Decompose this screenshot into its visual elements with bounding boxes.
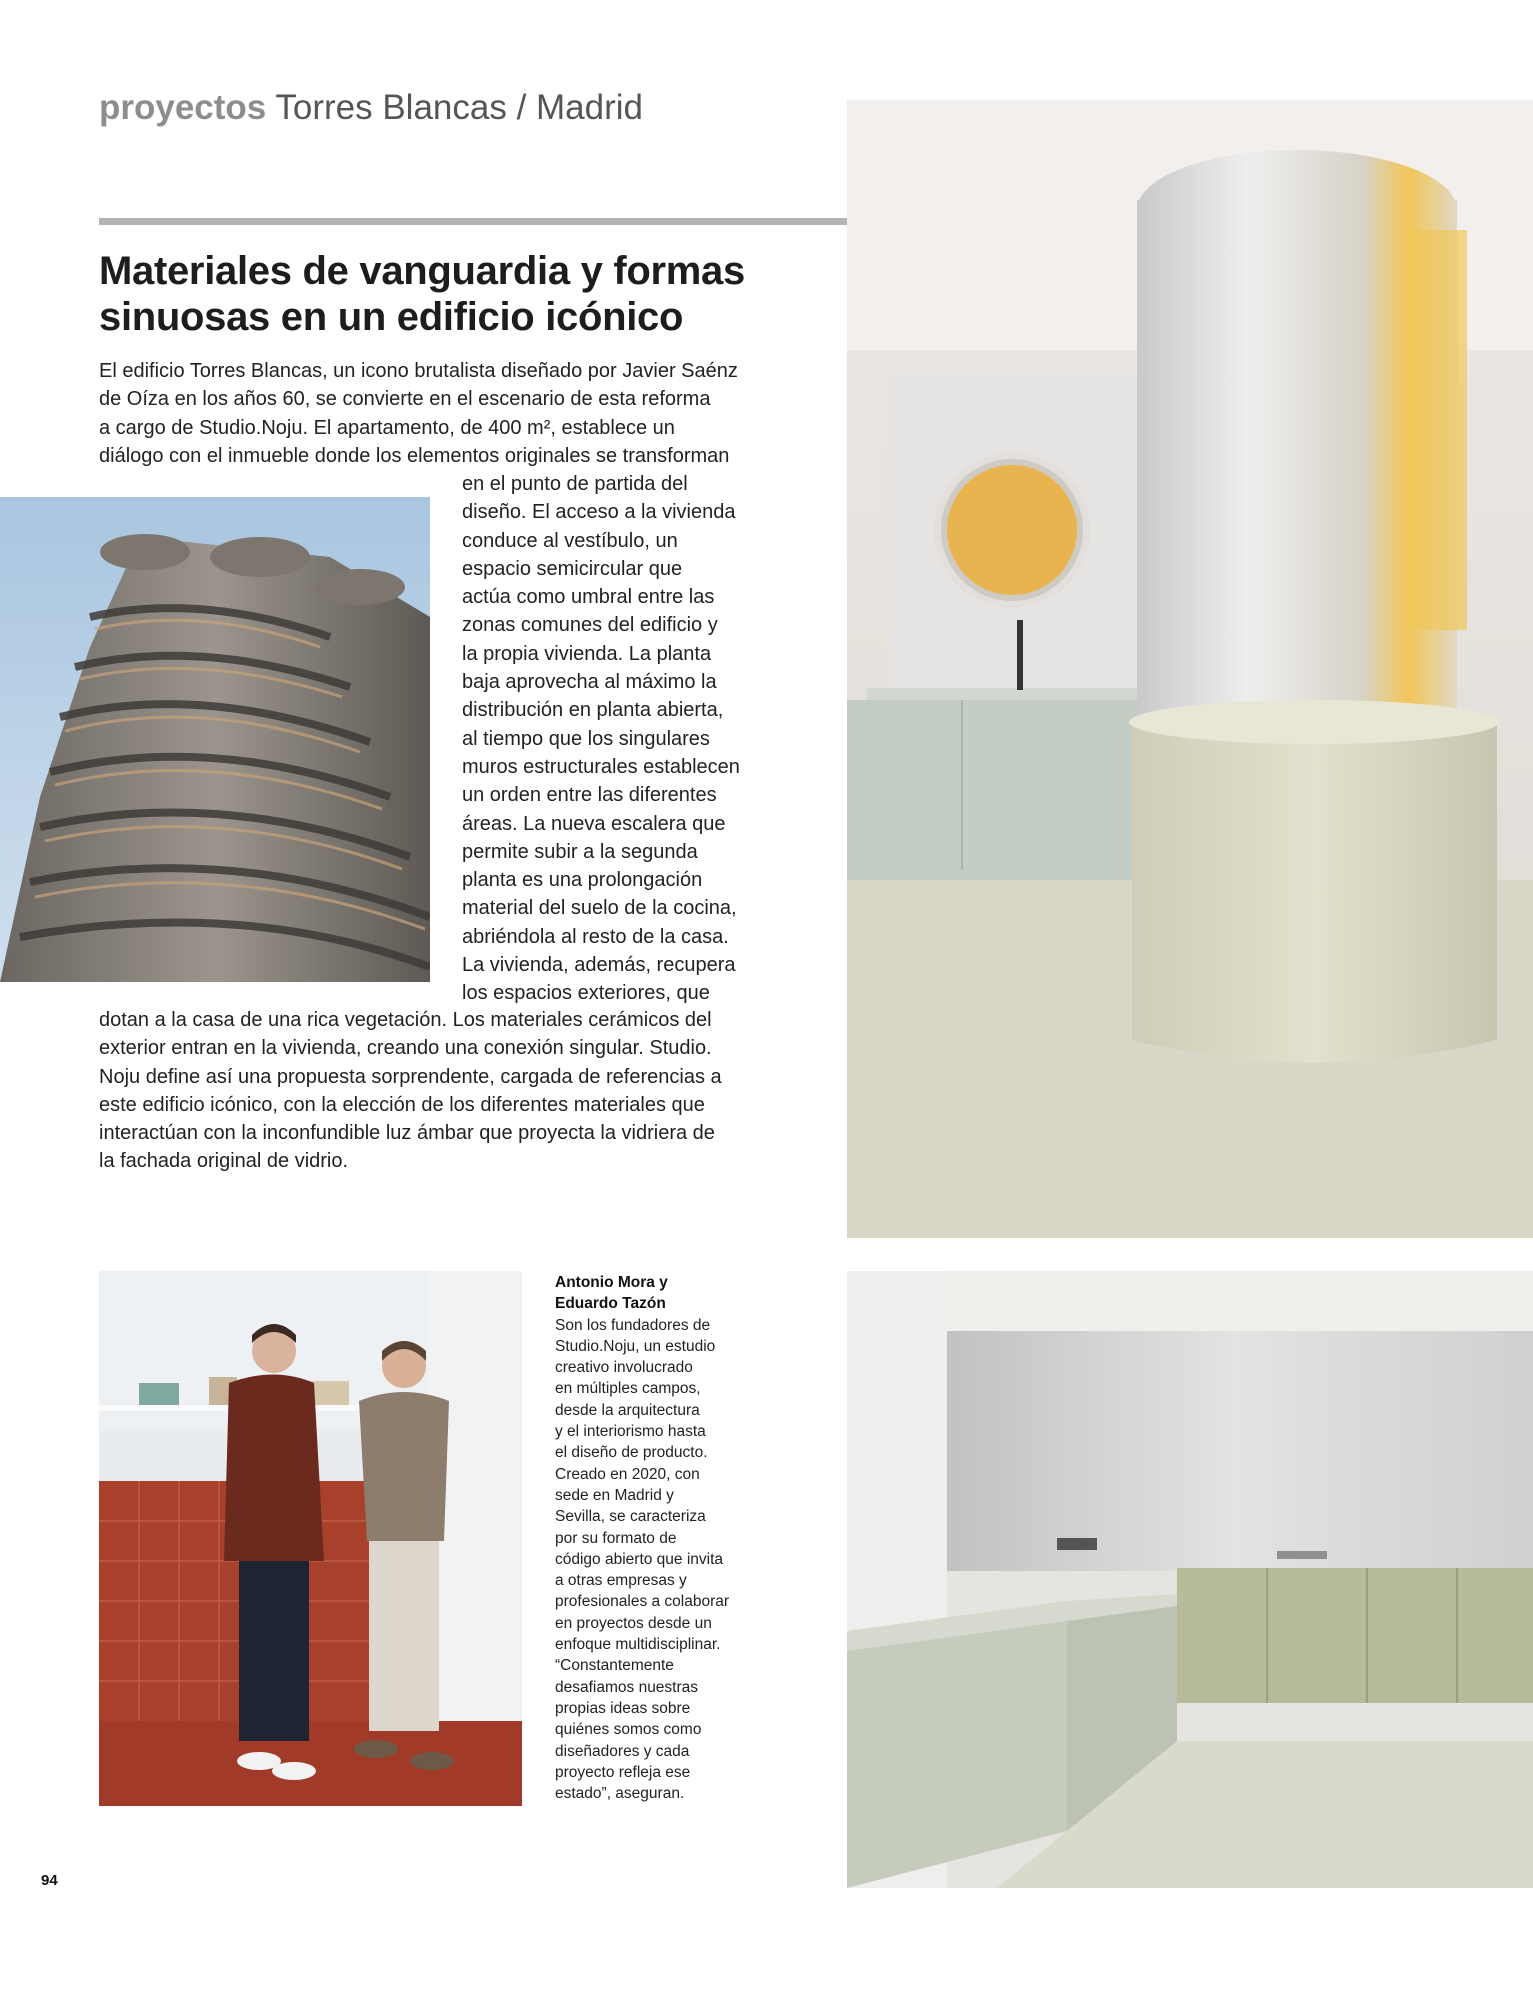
body-line: de Oíza en los años 60, se convierte en el escenario de esta reforma: [99, 388, 711, 411]
body-line: abriéndola al resto de la casa.: [462, 925, 729, 948]
body-line: áreas. La nueva escalera que: [462, 812, 726, 835]
body-line: en el punto de partida del: [462, 473, 688, 495]
bio-line: creativo involucrado: [555, 1359, 693, 1377]
body-line: El edificio Torres Blancas, un icono brutalista diseñado por Javier Saénz: [99, 360, 738, 382]
body-text-bottom: [99, 1006, 759, 1176]
body-line: un orden entre las diferentes: [462, 784, 717, 807]
body-line: diseño. El acceso a la vivienda: [462, 501, 736, 524]
body-line: muros estructurales establecen: [462, 755, 740, 778]
bio-line: enfoque multidisciplinar.: [555, 1636, 721, 1654]
bio-line: desde la arquitectura: [555, 1401, 700, 1419]
body-line: interactúan con la inconfundible luz ámbar que proyecta la vidriera de: [99, 1122, 715, 1145]
body-line: permite subir a la segunda: [462, 840, 698, 863]
bio-line: desafiamos nuestras: [555, 1678, 699, 1696]
bio-line: Sevilla, se caracteriza: [555, 1508, 706, 1526]
body-text-top: [99, 357, 759, 470]
body-line: diálogo con el inmueble donde los elementos originales se transforman: [99, 444, 730, 467]
body-line: la fachada original de vidrio.: [99, 1150, 349, 1173]
bio-line: quiénes somos como: [555, 1721, 702, 1739]
founders-bio: [555, 1272, 775, 1804]
header-rule: [99, 218, 847, 225]
body-line: material del suelo de la cocina,: [462, 897, 737, 920]
body-line: conduce al vestíbulo, un: [462, 529, 678, 552]
bio-line: en proyectos desde un: [555, 1614, 712, 1632]
body-line: planta es una prolongación: [462, 869, 703, 892]
body-line: La vivienda, además, recupera: [462, 954, 736, 977]
bio-line: Studio.Noju, un estudio: [555, 1337, 716, 1355]
bio-line: Creado en 2020, con: [555, 1465, 700, 1483]
body-line: exterior entran en la vivienda, creando una conexión singular. Studio.: [99, 1037, 712, 1060]
bio-line: propias ideas sobre: [555, 1699, 691, 1717]
bio-name: Antonio Mora y: [555, 1274, 668, 1291]
bio-line: proyecto refleja ese: [555, 1763, 691, 1781]
headline-line: sinuosas en un edificio icónico: [99, 295, 684, 339]
bio-line: el diseño de producto.: [555, 1444, 708, 1462]
section-keyword: proyectos: [99, 88, 267, 127]
section-location: Torres Blancas / Madrid: [275, 88, 644, 127]
body-line: a cargo de Studio.Noju. El apartamento, de 400 m², establece un: [99, 416, 675, 439]
body-line: dotan a la casa de una rica vegetación. Los materiales cerámicos del: [99, 1009, 712, 1031]
bio-line: por su formato de: [555, 1529, 677, 1547]
body-line: la propia vivienda. La planta: [462, 642, 712, 665]
body-line: Noju define así una propuesta sorprendente, cargada de referencias a: [99, 1065, 722, 1088]
page-number: 94: [41, 1872, 58, 1889]
body-line: zonas comunes del edificio y: [462, 614, 718, 637]
bio-line: Son los fundadores de: [555, 1316, 711, 1334]
body-line: distribución en planta abierta,: [462, 699, 724, 722]
bio-line: sede en Madrid y: [555, 1486, 674, 1504]
body-line: baja aprovecha al máximo la: [462, 671, 717, 694]
body-line: al tiempo que los singulares: [462, 727, 710, 750]
bio-line: en múltiples campos,: [555, 1380, 701, 1398]
body-line: este edificio icónico, con la elección de los diferentes materiales que: [99, 1093, 705, 1116]
body-line: los espacios exteriores, que: [462, 982, 710, 1005]
bio-line: estado”, aseguran.: [555, 1785, 685, 1803]
bio-line: profesionales a colaborar: [555, 1593, 730, 1611]
kitchen-counter-photo: [847, 1271, 1533, 1888]
kitchen-column-photo: [847, 100, 1533, 1238]
bio-line: y el interiorismo hasta: [555, 1423, 706, 1441]
building-photo: [0, 497, 430, 982]
body-text-narrow: [462, 470, 762, 1008]
founders-photo: [99, 1271, 522, 1806]
bio-line: “Constantemente: [555, 1657, 674, 1675]
body-line: actúa como umbral entre las: [462, 586, 715, 609]
bio-name: Eduardo Tazón: [555, 1295, 666, 1313]
article-headline: [99, 248, 779, 340]
headline-line: Materiales de vanguardia y formas: [99, 249, 745, 293]
section-label: [99, 86, 643, 130]
bio-line: a otras empresas y: [555, 1572, 687, 1590]
body-line: espacio semicircular que: [462, 557, 683, 580]
bio-line: diseñadores y cada: [555, 1742, 690, 1760]
bio-line: código abierto que invita: [555, 1550, 724, 1568]
